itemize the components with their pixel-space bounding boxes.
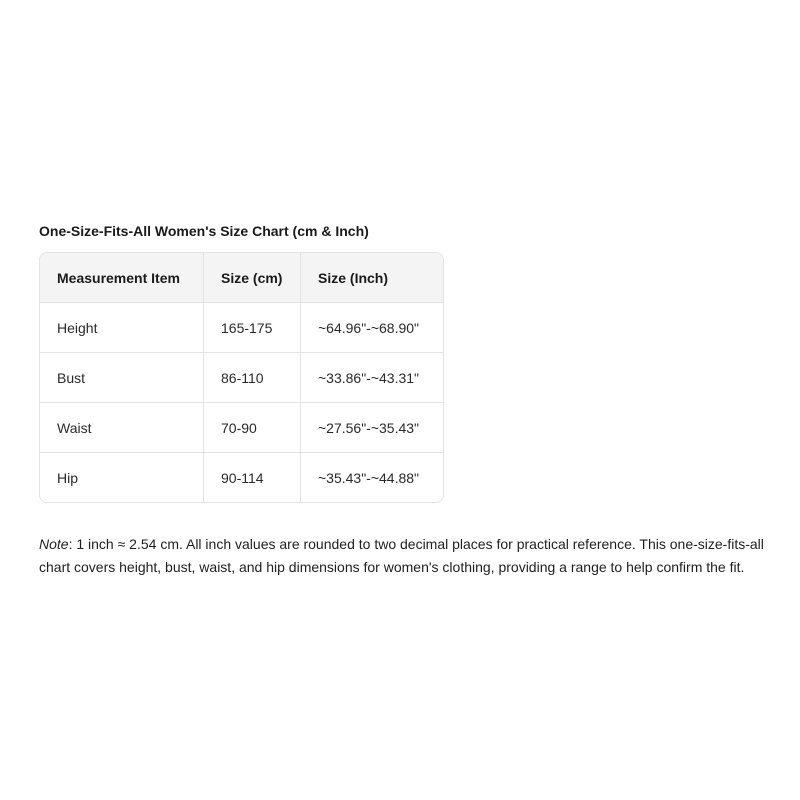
header-measurement-item: Measurement Item bbox=[40, 253, 204, 303]
cell-size-cm: 90-114 bbox=[204, 453, 301, 503]
cell-size-inch: ~35.43"-~44.88" bbox=[318, 469, 420, 486]
table-row bbox=[40, 403, 443, 453]
note-text: : 1 inch ≈ 2.54 cm. All inch values are rounded to two decimal places for practical reference. This one-size-fits-all chart covers height, bust, waist, and hip dimensions for women's clothing, providing a range to help confirm the fit. bbox=[39, 536, 764, 575]
cell-size-inch: ~64.96"-~68.90" bbox=[301, 303, 444, 353]
size-table-container bbox=[39, 252, 444, 503]
cell-size-inch: ~33.86"-~43.31" bbox=[301, 353, 444, 403]
footnote bbox=[39, 533, 769, 579]
cell-size-cm: 86-110 bbox=[204, 353, 301, 403]
cell-size-inch: ~27.56"-~35.43" bbox=[301, 403, 444, 453]
cell-size-cm: 70-90 bbox=[204, 403, 301, 453]
chart-title: One-Size-Fits-All Women's Size Chart (cm & Inch) bbox=[39, 223, 369, 239]
header-size-inch: Size (Inch) bbox=[301, 253, 444, 303]
cell-measurement: Bust bbox=[40, 353, 204, 403]
header-size-cm: Size (cm) bbox=[204, 253, 301, 303]
table-row bbox=[40, 453, 443, 503]
cell-measurement: Hip bbox=[40, 453, 204, 503]
document bbox=[39, 222, 769, 593]
cell-measurement: Height bbox=[40, 303, 204, 353]
size-table bbox=[40, 253, 443, 502]
note-label: Note bbox=[39, 536, 69, 552]
table-row bbox=[40, 353, 443, 403]
table-header-row bbox=[40, 253, 443, 303]
table-row bbox=[40, 303, 443, 353]
cell-size-cm: 165-175 bbox=[204, 303, 301, 353]
cell-measurement: Waist bbox=[40, 403, 204, 453]
